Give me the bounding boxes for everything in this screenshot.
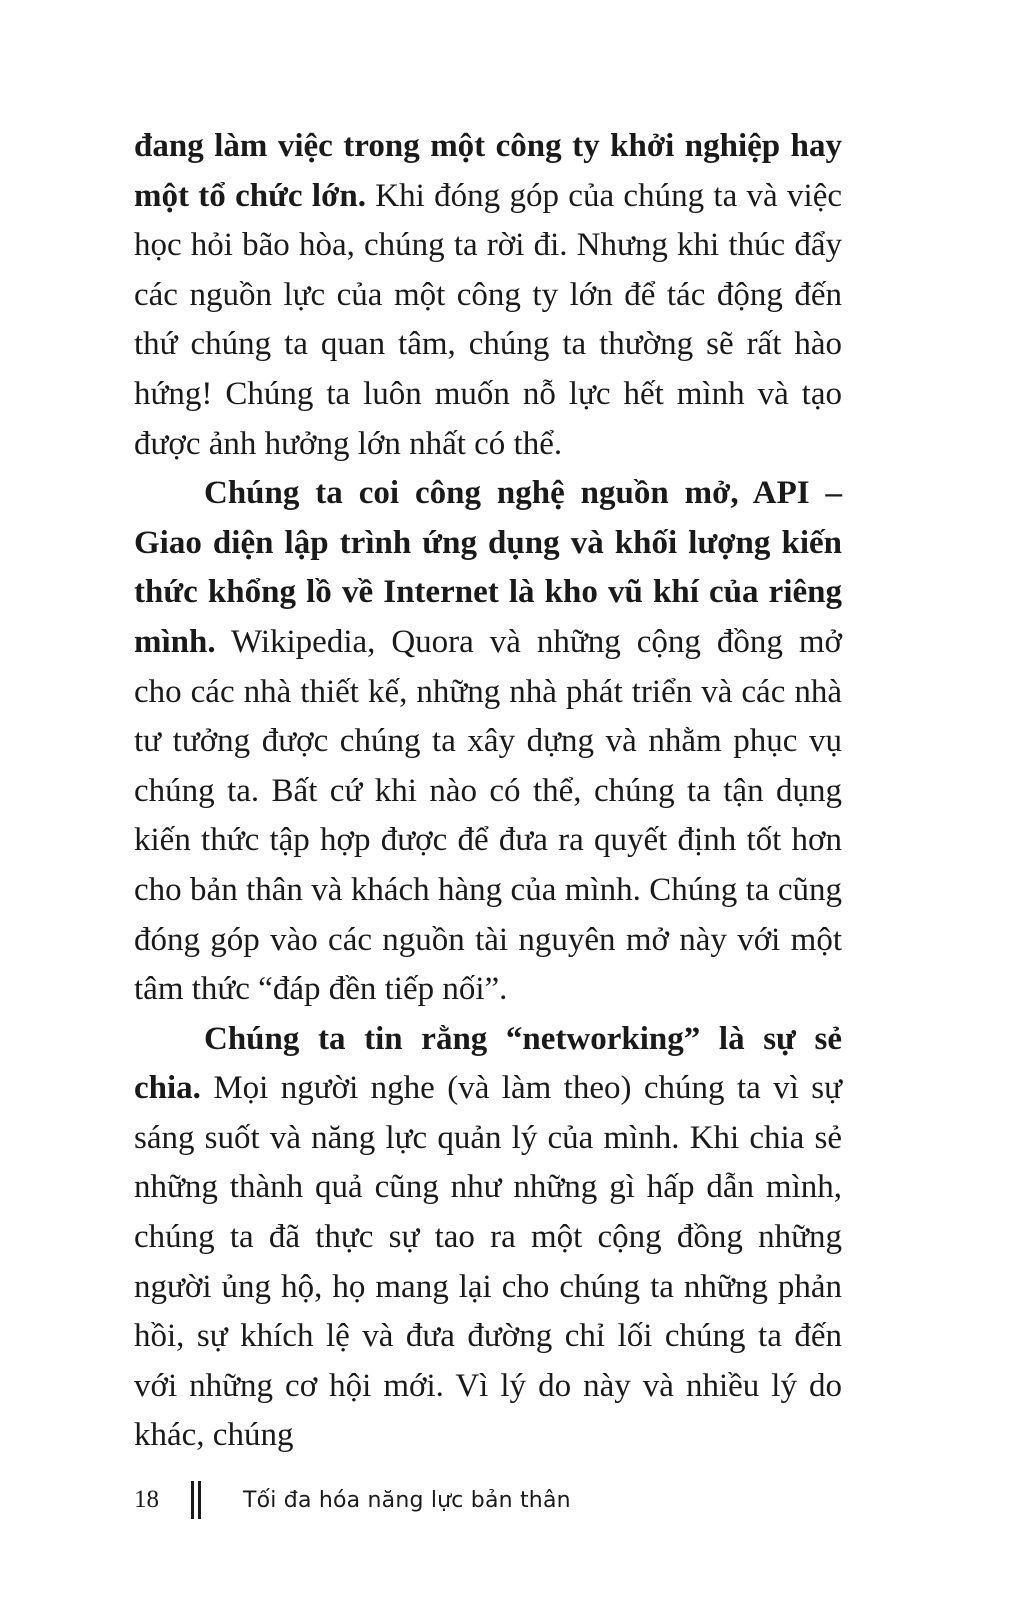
paragraph-lead: Chúng ta coi công nghệ nguồn mở, API – Giao diện lập trình ứng dụng và khối lượng kiến thức khổng lồ về Internet là kho vũ khí của riêng mình. [134, 475, 842, 660]
paragraph-body: Wikipedia, Quora và những cộng đồng mở cho các nhà thiết kế, những nhà phát triển và các nhà tư tưởng được chúng ta xây dựng và nhằm phục vụ chúng ta. Bất cứ khi nào có thể, chúng ta tận dụng kiến thức tập hợp được để đưa ra quyết định tốt hơn cho bản thân và khách hàng của mình. Chúng ta cũng đóng góp vào các nguồn tài nguyên mở này với một tâm thức “đáp đền tiếp nối”. [134, 623, 842, 1008]
page-number: 18 [134, 1486, 159, 1513]
footer-divider [191, 1481, 201, 1519]
page-footer [134, 1480, 842, 1520]
paragraph-2 [134, 469, 842, 1015]
body-text [134, 122, 842, 1461]
paragraph-lead: Chúng ta tin rằng “networking” là sự sẻ chia. [134, 1020, 842, 1107]
paragraph-body: Khi đóng góp của chúng ta và việc học hỏi bão hòa, chúng ta rời đi. Nhưng khi thúc đẩy các nguồn lực của một công ty lớn để tác động đến thứ chúng ta quan tâm, chúng ta thường sẽ rất hào hứng! Chúng ta luôn muốn nỗ lực hết mình và tạo được ảnh hưởng lớn nhất có thể. [134, 177, 842, 462]
paragraph-body: Mọi người nghe (và làm theo) chúng ta vì sự sáng suốt và năng lực quản lý của mình. Khi chia sẻ những thành quả cũng như những gì hấp dẫn mình, chúng ta đã thực sự tao ra một cộng đồng những người ủng hộ, họ mang lại cho chúng ta những phản hồi, sự khích lệ và đưa đường chỉ lối chúng ta đến với những cơ hội mới. Vì lý do này và nhiều lý do khác, chúng [134, 1070, 842, 1454]
paragraph-3 [134, 1015, 842, 1461]
paragraph-lead: đang làm việc trong một công ty khởi nghiệp hay một tổ chức lớn. [134, 128, 842, 214]
running-title: Tối đa hóa năng lực bản thân [243, 1487, 571, 1513]
paragraph-1 [134, 122, 842, 469]
